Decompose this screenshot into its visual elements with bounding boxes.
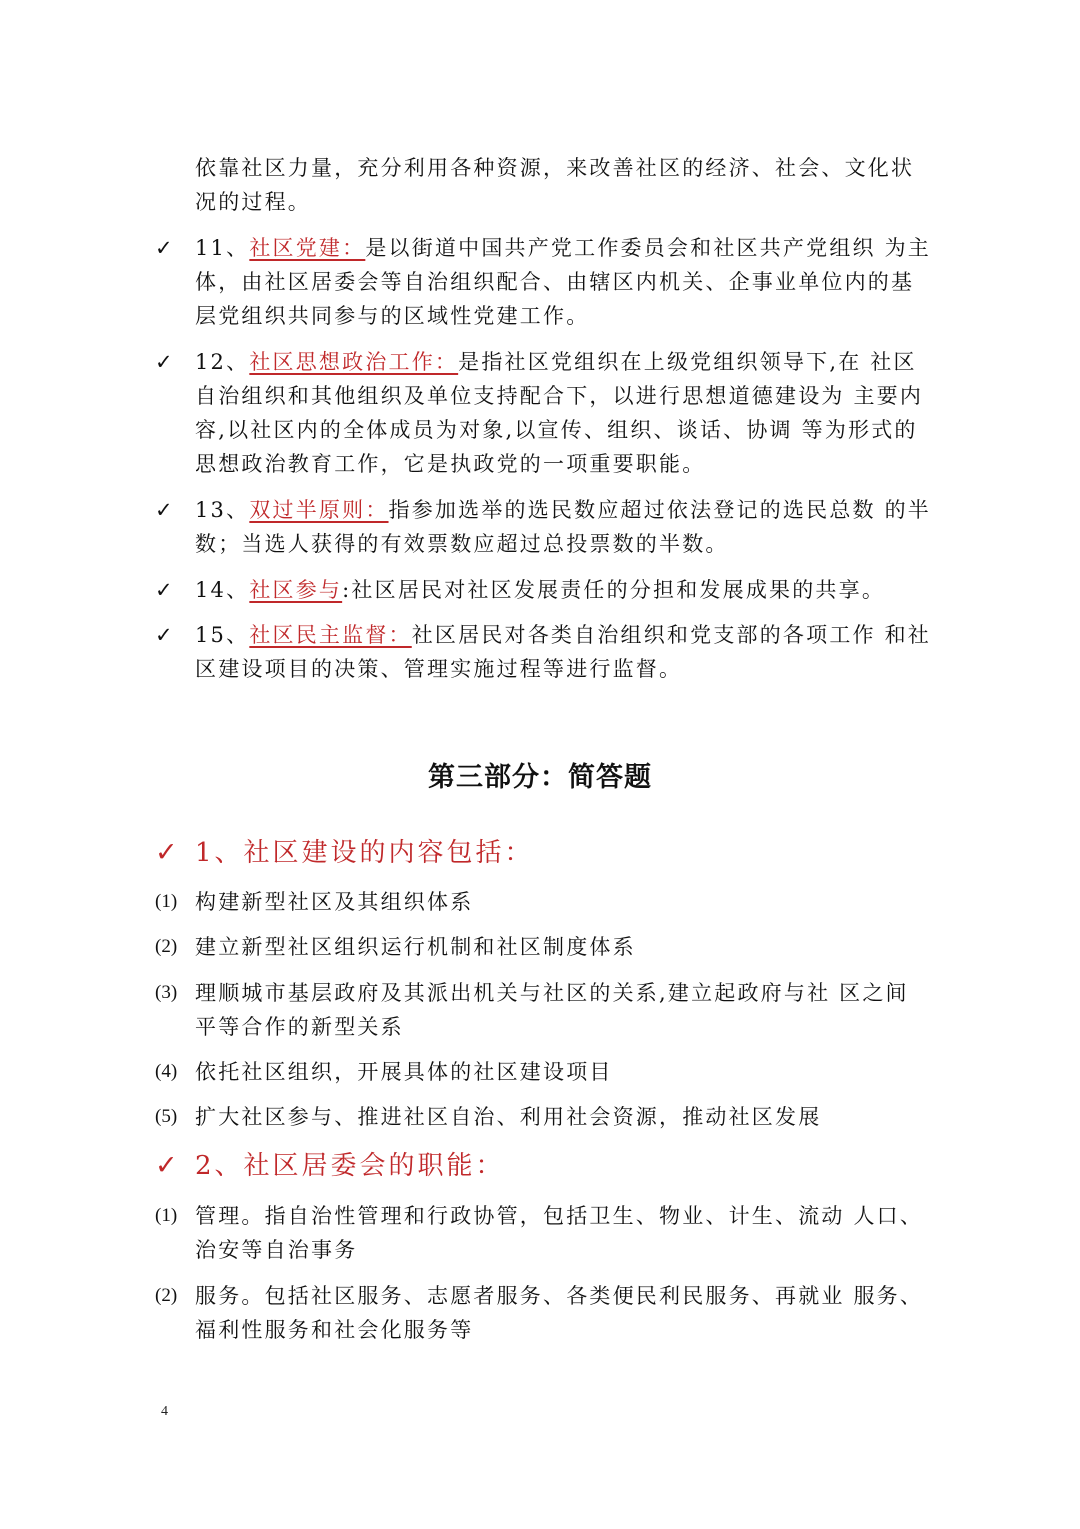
definition-text: 是指社区党组织在上级党组织领导下,在 社区 xyxy=(458,350,917,374)
definition-14-first-line xyxy=(195,573,885,607)
definition-number: 13、 xyxy=(195,498,250,522)
definition-15-first-line xyxy=(195,618,931,652)
section-title: 第三部分：简答题 xyxy=(428,762,652,793)
list-item-text: 扩大社区参与、推进社区自治、利用社会资源，推动社区发展 xyxy=(195,1105,822,1129)
definition-number: 14、 xyxy=(195,578,250,602)
checkmark-icon: ✓ xyxy=(155,498,173,522)
list-item-text: 福利性服务和社会化服务等 xyxy=(195,1318,474,1342)
definition-term: 社区党建： xyxy=(249,236,366,260)
definition-text: 体，由社区居委会等自治组织配合、由辖区内机关、企事业单位内的基 xyxy=(195,270,915,294)
definition-12-first-line xyxy=(195,345,917,379)
list-item-number: (5) xyxy=(155,1106,178,1127)
definition-text: 思想政治教育工作，它是执政党的一项重要职能。 xyxy=(195,452,706,476)
list-item-text: 依托社区组织，开展具体的社区建设项目 xyxy=(195,1060,613,1084)
checkmark-icon: ✓ xyxy=(155,236,173,260)
definition-text: 指参加选举的选民数应超过依法登记的选民总数 的半 xyxy=(388,498,932,522)
definition-text: 是以街道中国共产党工作委员会和社区共产党组织 为主 xyxy=(365,236,932,260)
continuation-line-1: 依靠社区力量，充分利用各种资源，来改善社区的经济、社会、文化状 xyxy=(195,156,915,180)
list-item-text: 管理。指自治性管理和行政协管，包括卫生、物业、计生、流动 人口、 xyxy=(195,1204,924,1228)
list-item-text: 治安等自治事务 xyxy=(195,1238,358,1262)
definition-text: 社区居民对各类自治组织和党支部的各项工作 和社 xyxy=(411,623,932,647)
definition-number: 12、 xyxy=(195,350,250,374)
definition-text: 自治组织和其他组织及单位支持配合下，以进行思想道德建设为 主要内 xyxy=(195,384,924,408)
definition-number: 15、 xyxy=(195,623,250,647)
definition-11-first-line xyxy=(195,231,931,265)
checkmark-icon: ✓ xyxy=(155,1150,178,1181)
definition-term: 社区思想政治工作： xyxy=(249,350,459,374)
continuation-line-2: 况的过程。 xyxy=(195,190,311,214)
checkmark-icon: ✓ xyxy=(155,837,178,868)
checkmark-icon: ✓ xyxy=(155,623,173,647)
definition-term: 社区参与 xyxy=(249,578,343,602)
list-item-number: (3) xyxy=(155,982,178,1003)
definition-13-first-line xyxy=(195,493,931,527)
definition-term: 双过半原则： xyxy=(249,498,389,522)
question-heading: 2、社区居委会的职能： xyxy=(195,1151,505,1181)
definition-text: 容,以社区内的全体成员为对象,以宣传、组织、谈话、协调 等为形式的 xyxy=(195,418,918,442)
definition-term: 社区民主监督： xyxy=(249,623,412,647)
question-heading: 1、社区建设的内容包括： xyxy=(195,838,534,868)
definition-number: 11、 xyxy=(195,236,250,260)
definition-text: 数；当选人获得的有效票数应超过总投票数的半数。 xyxy=(195,532,729,556)
definition-text: 区建设项目的决策、管理实施过程等进行监督。 xyxy=(195,657,683,681)
list-item-number: (2) xyxy=(155,936,178,957)
list-item-number: (4) xyxy=(155,1061,178,1082)
list-item-number: (2) xyxy=(155,1285,178,1306)
list-item-text: 构建新型社区及其组织体系 xyxy=(195,890,474,914)
list-item-text: 服务。包括社区服务、志愿者服务、各类便民利民服务、再就业 服务、 xyxy=(195,1284,924,1308)
list-item-number: (1) xyxy=(155,891,178,912)
definition-text: 层党组织共同参与的区域性党建工作。 xyxy=(195,304,590,328)
definition-text: :社区居民对社区发展责任的分担和发展成果的共享。 xyxy=(342,578,886,602)
checkmark-icon: ✓ xyxy=(155,578,173,602)
checkmark-icon: ✓ xyxy=(155,350,173,374)
list-item-number: (1) xyxy=(155,1205,178,1226)
page-number: 4 xyxy=(161,1404,168,1419)
list-item-text: 建立新型社区组织运行机制和社区制度体系 xyxy=(195,935,636,959)
list-item-text: 理顺城市基层政府及其派出机关与社区的关系,建立起政府与社 区之间 xyxy=(195,981,909,1005)
list-item-text: 平等合作的新型关系 xyxy=(195,1015,404,1039)
